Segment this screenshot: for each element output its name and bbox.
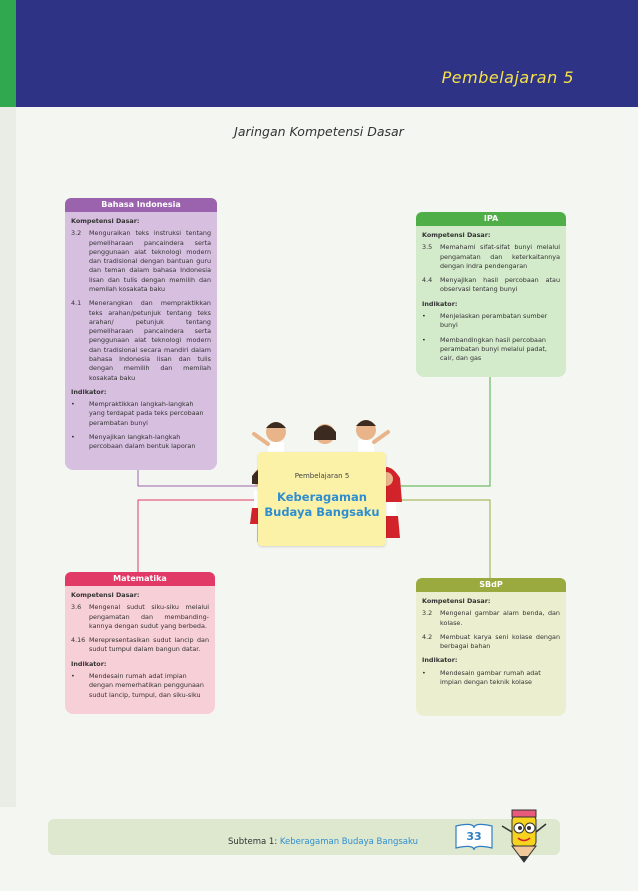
kd-text: Membuat karya seni kolase dengan berbagai bahan — [440, 632, 560, 651]
indicator-text: Mendesain rumah adat impian dengan memerhatikan penggunaan sudut lancip, tumpul, dan siku-siku — [89, 671, 204, 699]
footer-subtheme — [228, 837, 418, 847]
indicator-item — [71, 672, 209, 700]
indicator-text: Menyajikan langkah-langkah percobaan dalam bentuk laporan — [89, 432, 196, 451]
bahasa-indonesia-title: Bahasa Indonesia — [65, 198, 217, 212]
indicator-item — [71, 400, 211, 428]
indicator-text: Membandingkan hasil percobaan perambatan bunyi melalui padat, cair, dan gas — [440, 335, 547, 363]
bullet-icon: • — [71, 400, 75, 409]
kd-number: 3.5 — [422, 243, 433, 252]
kd-number: 4.1 — [71, 299, 82, 308]
center-title: Keberagaman Budaya Bangsaku — [264, 490, 380, 519]
indicator-item — [422, 669, 560, 688]
kd-number: 4.16 — [71, 636, 86, 645]
indicator-item — [422, 312, 560, 331]
indikator-label: Indikator: — [422, 299, 458, 308]
kd-number: 3.2 — [71, 229, 82, 238]
kd-number: 4.4 — [422, 276, 433, 285]
kd-number: 3.2 — [422, 609, 433, 618]
kd-text: Memahami sifat-sifat bunyi melalui pengamatan dan keterkaitannya dengan indra pendengaran — [440, 243, 560, 270]
kd-item — [71, 299, 211, 383]
kompetensi-label: Kompetensi Dasar: — [422, 597, 491, 605]
kd-item — [422, 633, 560, 652]
bullet-icon: • — [422, 335, 426, 344]
footer-prefix: Subtema 1: — [228, 837, 280, 847]
kd-text: Menyajikan hasil percobaan atau observasi tentang bunyi — [440, 276, 560, 294]
kompetensi-label: Kompetensi Dasar: — [422, 231, 491, 239]
kd-item — [71, 603, 209, 631]
kd-text: Mengenal sudut siku-siku melalui pengamatan dan membanding-kannya dengan sudut yang berbeda. — [89, 603, 209, 630]
page-title: Jaringan Kompetensi Dasar — [234, 124, 404, 139]
indikator-label: Indikator: — [71, 387, 107, 396]
kd-item — [71, 636, 209, 655]
bullet-icon: • — [422, 668, 426, 677]
kd-item — [422, 243, 560, 271]
header-title: Pembelajaran 5 — [441, 68, 574, 87]
kd-number: 4.2 — [422, 632, 433, 641]
kd-item — [71, 229, 211, 294]
footer-subtheme-title: Keberagaman Budaya Bangsaku — [279, 837, 419, 847]
kompetensi-label: Kompetensi Dasar: — [71, 217, 140, 225]
center-subtitle: Pembelajaran 5 — [294, 472, 350, 480]
bullet-icon: • — [422, 311, 426, 320]
kd-item — [422, 609, 560, 628]
page-number: 33 — [466, 830, 482, 843]
indicator-item — [71, 433, 211, 452]
ipa-panel — [416, 212, 566, 377]
bahasa-indonesia-panel — [65, 198, 217, 470]
kd-text: Menerangkan dan mempraktikkan teks arahan/petunjuk tentang teks arahan/ petunjuk tentang pemeliharaan pancaindera serta penggunaan alat teknologi modern dan tradisional secara mandiri dalam bahasa Indonesia lisan dan tulis dengan memilih dan memilah kosakata baku — [89, 299, 211, 382]
indikator-label: Indikator: — [71, 659, 107, 668]
kd-item — [422, 276, 560, 295]
indicator-text: Menjelaskan perambatan sumber bunyi — [440, 311, 548, 330]
kompetensi-label: Kompetensi Dasar: — [71, 591, 140, 599]
kd-text: Menguraikan teks instruksi tentang pemeliharaan pancaindera serta penggunaan alat teknologi modern dan tradisional dengan bantuan guru dan teman dalam bahasa Indonesia lisan dan tulis dengan memilih dan memilah kosakata baku — [89, 229, 211, 293]
indicator-item — [422, 336, 560, 364]
ipa-title: IPA — [416, 212, 566, 226]
indicator-text: Mempraktikkan langkah-langkah yang terdapat pada teks percobaan perambatan bunyi — [89, 400, 204, 427]
sbdp-title: SBdP — [416, 578, 566, 592]
pencil-mascot-icon — [496, 806, 552, 866]
kd-text: Mengenal gambar alam benda, dan kolase. — [440, 609, 560, 627]
bullet-icon: • — [71, 671, 75, 680]
indicator-text: Mendesain gambar rumah adat impian dengan teknik kolase — [440, 668, 541, 686]
matematika-panel — [65, 572, 215, 714]
matematika-title: Matematika — [65, 572, 215, 586]
kd-text: Merepresentasikan sudut lancip dan sudut tumpul dalam bangun datar. — [89, 636, 209, 654]
sbdp-panel — [416, 578, 566, 716]
kd-number: 3.6 — [71, 603, 82, 612]
bullet-icon: • — [71, 432, 75, 441]
center-theme-board — [258, 452, 386, 546]
indikator-label: Indikator: — [422, 656, 458, 665]
